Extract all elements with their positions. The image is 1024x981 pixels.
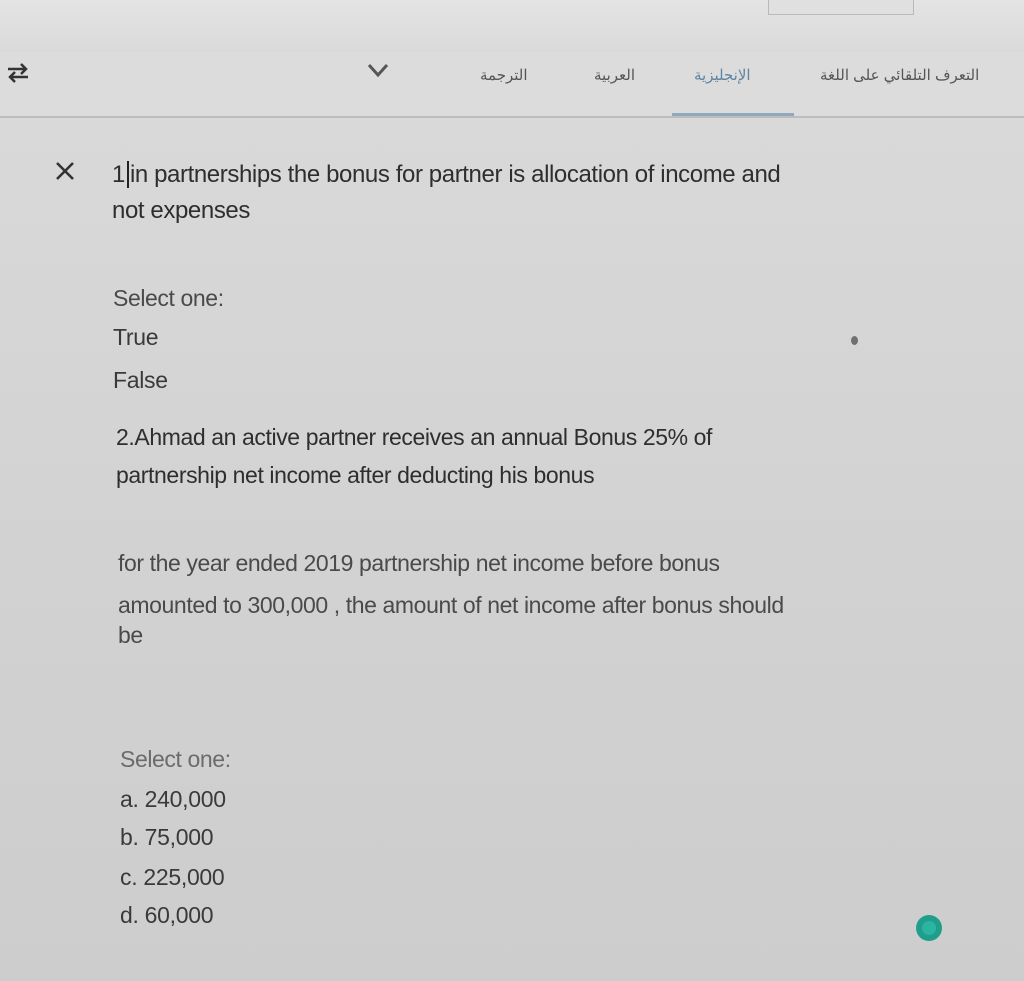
question-1-line-2: not expenses: [112, 197, 250, 224]
option-a[interactable]: a. 240,000: [120, 786, 226, 812]
option-c[interactable]: c. 225,000: [120, 864, 225, 890]
tab-english[interactable]: الإنجليزية: [694, 67, 751, 84]
question-1-line-1: [112, 158, 780, 192]
dot-icon: [851, 336, 858, 345]
swap-icon[interactable]: [4, 62, 32, 84]
tab-translation[interactable]: الترجمة: [480, 67, 528, 84]
tab-arabic[interactable]: العربية: [594, 67, 635, 84]
question-1-text: in partnerships the bonus for partner is allocation of income and: [129, 161, 781, 188]
active-tab-indicator: [672, 113, 794, 116]
option-false[interactable]: False: [113, 367, 168, 393]
question-2-paragraph-line-3: be: [118, 622, 143, 648]
text-cursor: [127, 161, 129, 188]
option-true[interactable]: True: [113, 324, 159, 350]
option-b[interactable]: b. 75,000: [120, 824, 214, 850]
option-d[interactable]: d. 60,000: [120, 902, 214, 928]
top-input-box[interactable]: [768, 0, 914, 15]
question-2-line-1: 2.Ahmad an active partner receives an annual Bonus 25% of: [116, 424, 713, 450]
question-2-paragraph-line-1: for the year ended 2019 partnership net income before bonus: [118, 550, 720, 576]
question-1-prompt: Select one:: [113, 285, 224, 311]
wrong-answer-icon: [52, 158, 78, 184]
question-2-prompt: Select one:: [120, 746, 231, 772]
question-2-paragraph-line-2: amounted to 300,000 , the amount of net income after bonus should: [118, 592, 784, 618]
question-1-number: 1: [112, 161, 125, 188]
question-2-line-2: partnership net income after deducting his bonus: [116, 462, 595, 488]
teal-circle-icon[interactable]: [915, 914, 943, 942]
chevron-down-icon[interactable]: [365, 60, 391, 80]
tab-auto-detect[interactable]: التعرف التلقائي على اللغة: [820, 67, 980, 84]
